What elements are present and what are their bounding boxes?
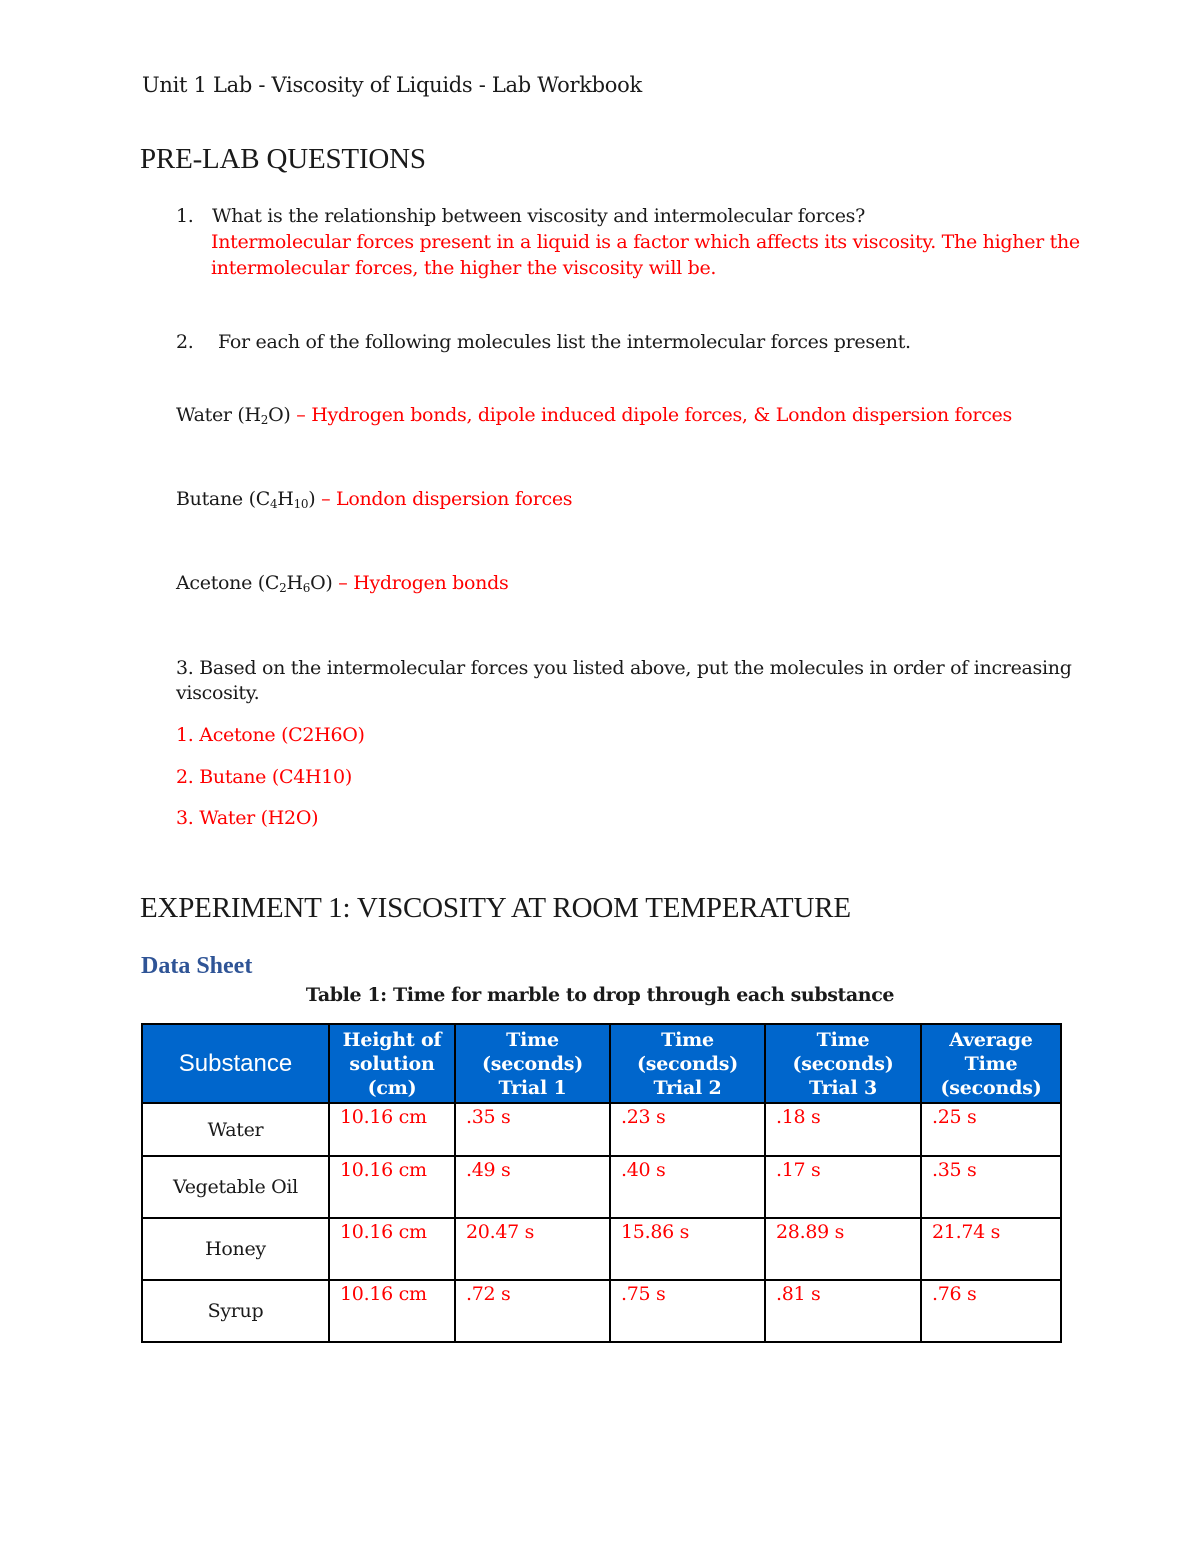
- acetone-label: Acetone (C: [176, 572, 280, 594]
- q1-answer-line1: Intermolecular forces present in a liquid is a factor which affects its viscosity. The higher the: [211, 231, 1080, 253]
- q3-line2: viscosity.: [176, 682, 260, 704]
- butane-label-end: ): [308, 488, 322, 510]
- butane-subscript-c: 4: [269, 497, 278, 511]
- table-row: [142, 1218, 1061, 1280]
- cell-average: .76 s: [921, 1280, 1061, 1342]
- prelab-title: PRE-LAB QUESTIONS: [140, 143, 426, 175]
- acetone-label-h: H: [286, 572, 303, 594]
- acetone-subscript-c: 2: [279, 581, 287, 595]
- q1-text: [176, 205, 865, 227]
- cell-height: 10.16 cm: [329, 1280, 455, 1342]
- cell-height: 10.16 cm: [329, 1103, 455, 1156]
- acetone-answer: – Hydrogen bonds: [338, 572, 509, 594]
- viscosity-table: [141, 1023, 1062, 1343]
- cell-trial3: 28.89 s: [765, 1218, 921, 1280]
- table-header-row: [142, 1024, 1061, 1103]
- cell-trial2: .23 s: [610, 1103, 765, 1156]
- table-row: [142, 1280, 1061, 1342]
- cell-height: 10.16 cm: [329, 1156, 455, 1218]
- butane-label-h: H: [277, 488, 294, 510]
- table-row: [142, 1103, 1061, 1156]
- q2-question: For each of the following molecules list the intermolecular forces present.: [218, 331, 911, 353]
- cell-substance: Syrup: [142, 1280, 329, 1342]
- q3-line1: 3. Based on the intermolecular forces you listed above, put the molecules in order of increasing: [176, 657, 1072, 679]
- document-header: Unit 1 Lab - Viscosity of Liquids - Lab Workbook: [142, 73, 642, 97]
- acetone-label-end: O): [310, 572, 339, 594]
- q3-answer-1: 1. Acetone (C2H6O): [176, 724, 365, 746]
- q3-answer-2: 2. Butane (C4H10): [176, 766, 352, 788]
- cell-height: 10.16 cm: [329, 1218, 455, 1280]
- data-sheet-heading: Data Sheet: [141, 953, 253, 979]
- header-trial1: Time (seconds) Trial 1: [455, 1024, 610, 1103]
- header-trial2: Time (seconds) Trial 2: [610, 1024, 765, 1103]
- cell-trial3: .81 s: [765, 1280, 921, 1342]
- water-label: Water (H: [176, 404, 261, 426]
- cell-substance: Water: [142, 1103, 329, 1156]
- cell-trial2: .75 s: [610, 1280, 765, 1342]
- cell-substance: Honey: [142, 1218, 329, 1280]
- q1-answer-line2: intermolecular forces, the higher the viscosity will be.: [211, 257, 717, 279]
- q1-question: What is the relationship between viscosity and intermolecular forces?: [212, 205, 866, 227]
- butane-line: [176, 488, 572, 510]
- table-row: [142, 1156, 1061, 1218]
- header-substance: Substance: [142, 1024, 329, 1103]
- cell-trial1: 20.47 s: [455, 1218, 610, 1280]
- cell-substance: Vegetable Oil: [142, 1156, 329, 1218]
- cell-average: .35 s: [921, 1156, 1061, 1218]
- butane-subscript-h: 10: [293, 497, 309, 511]
- cell-trial3: .17 s: [765, 1156, 921, 1218]
- header-trial3: Time (seconds) Trial 3: [765, 1024, 921, 1103]
- q2-text: [176, 331, 911, 353]
- header-height: Height of solution (cm): [329, 1024, 455, 1103]
- butane-label: Butane (C: [176, 488, 270, 510]
- experiment1-title: EXPERIMENT 1: VISCOSITY AT ROOM TEMPERATURE: [140, 892, 851, 924]
- acetone-subscript-h: 6: [302, 581, 311, 595]
- table-caption: Table 1: Time for marble to drop through each substance: [305, 984, 895, 1006]
- cell-trial1: .49 s: [455, 1156, 610, 1218]
- cell-trial1: .72 s: [455, 1280, 610, 1342]
- cell-average: 21.74 s: [921, 1218, 1061, 1280]
- water-line: [176, 404, 1012, 426]
- q1-number: 1.: [176, 205, 194, 227]
- cell-trial1: .35 s: [455, 1103, 610, 1156]
- cell-average: .25 s: [921, 1103, 1061, 1156]
- water-label-end: O): [268, 404, 297, 426]
- water-subscript: 2: [260, 413, 269, 427]
- cell-trial2: .40 s: [610, 1156, 765, 1218]
- cell-trial3: .18 s: [765, 1103, 921, 1156]
- acetone-line: [176, 572, 508, 594]
- header-average: Average Time (seconds): [921, 1024, 1061, 1103]
- cell-trial2: 15.86 s: [610, 1218, 765, 1280]
- q2-number: 2.: [176, 331, 194, 353]
- water-answer: – Hydrogen bonds, dipole induced dipole forces, & London dispersion forces: [296, 404, 1012, 426]
- q3-answer-3: 3. Water (H2O): [176, 807, 319, 829]
- butane-answer: – London dispersion forces: [321, 488, 573, 510]
